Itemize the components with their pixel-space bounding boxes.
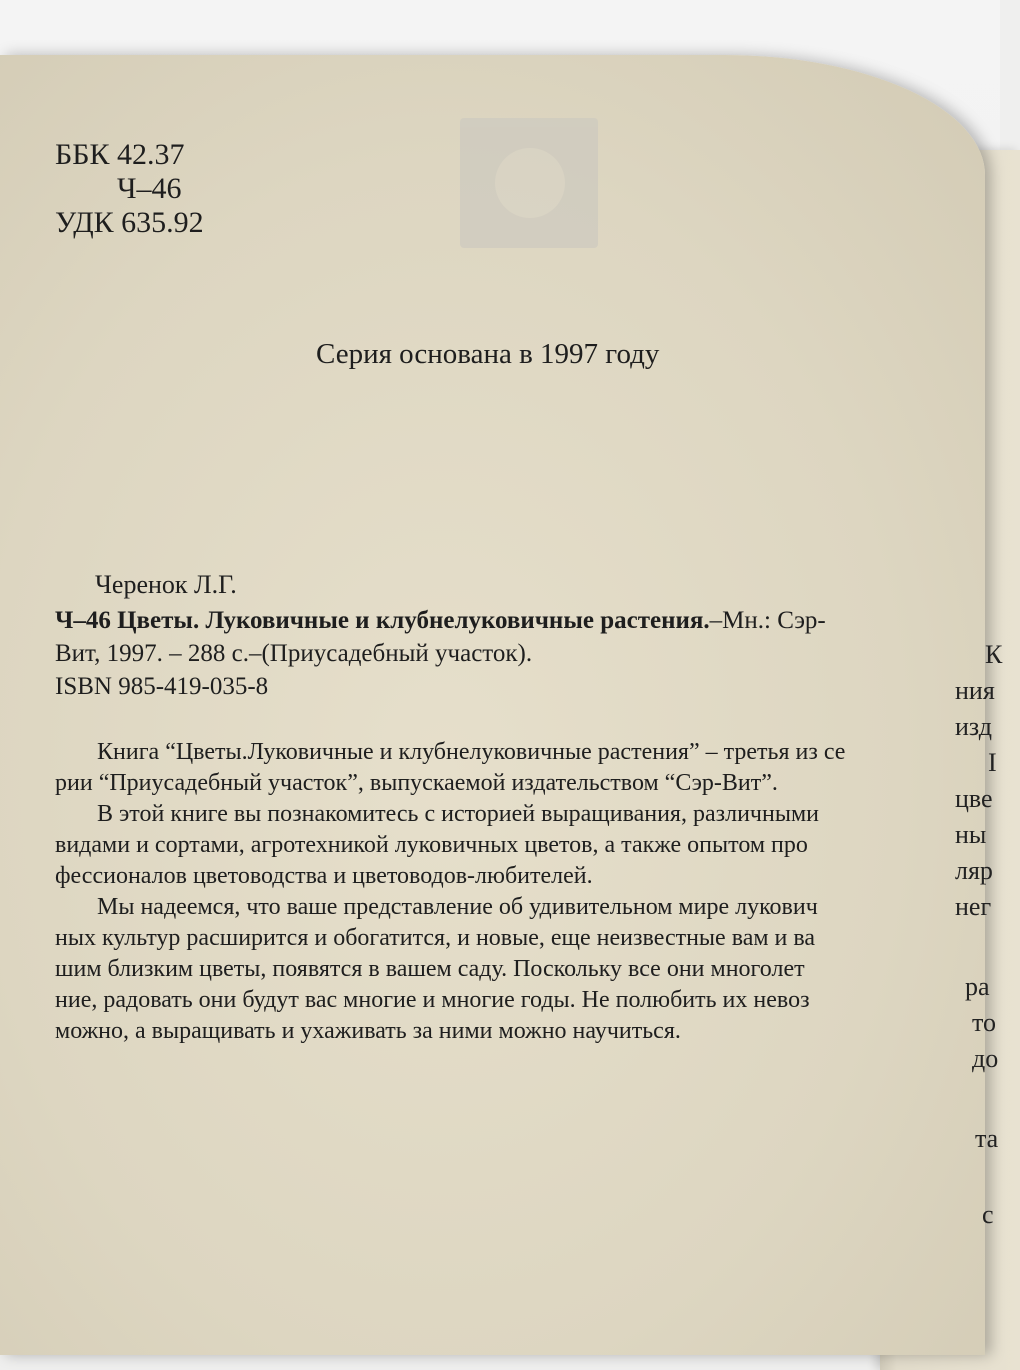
classification-codes xyxy=(55,138,204,240)
facing-fragment: I xyxy=(988,748,997,777)
facing-fragment: до xyxy=(972,1044,999,1073)
facing-fragment: ра xyxy=(965,972,990,1001)
biblio-mark: Ч–46 xyxy=(55,607,111,634)
author-name: Черенок Л.Г. xyxy=(95,570,237,599)
facing-fragment: ны xyxy=(955,820,987,849)
bbk-code: ББК 42.37 xyxy=(55,138,185,171)
series-note: Серия основана в 1997 году xyxy=(316,338,660,370)
abstract xyxy=(55,737,935,1047)
facing-fragment: с xyxy=(982,1200,994,1229)
facing-fragment: то xyxy=(972,1008,997,1037)
facing-fragment: цве xyxy=(955,784,993,813)
facing-fragment: изд xyxy=(955,712,992,741)
show-through-emblem xyxy=(460,118,598,248)
udk-code: УДК 635.92 xyxy=(55,206,204,239)
abstract-line: Мы надеемся, что ваше представление об удивительном мире лукович xyxy=(97,894,818,920)
abstract-line: ние, радовать они будут вас многие и многие годы. Не полюбить их невоз xyxy=(55,987,810,1013)
biblio-line-1 xyxy=(55,604,826,637)
facing-fragment: К xyxy=(985,640,1003,669)
book-title: Цветы. Луковичные и клубнелуковичные растения. xyxy=(117,607,710,634)
isbn: ISBN 985-419-035-8 xyxy=(55,673,269,700)
facing-fragment: ляр xyxy=(955,856,993,885)
abstract-line: ных культур расширится и обогатится, и новые, еще неизвестные вам и ва xyxy=(55,925,816,951)
author-mark: Ч–46 xyxy=(117,172,182,205)
facing-fragment: та xyxy=(975,1124,999,1153)
abstract-line: Книга “Цветы.Луковичные и клубнелуковичные растения” – третья из се xyxy=(97,739,846,765)
bibliographic-record xyxy=(55,604,826,703)
book-page xyxy=(0,55,985,1355)
abstract-line: В этой книге вы познакомитесь с историей выращивания, различными xyxy=(97,801,819,827)
abstract-line: можно, а выращивать и ухаживать за ними можно научиться. xyxy=(55,1018,681,1044)
biblio-line-2: Вит, 1997. – 288 с.–(Приусадебный участок). xyxy=(55,640,533,667)
facing-fragment: нег xyxy=(955,892,992,921)
publisher-start: –Мн.: Сэр- xyxy=(709,607,826,634)
abstract-line: шим близким цветы, появятся в вашем саду. Поскольку все они многолет xyxy=(55,956,805,982)
facing-fragment: ния xyxy=(955,676,995,705)
abstract-line: фессионалов цветоводства и цветоводов-любителей. xyxy=(55,863,593,889)
abstract-line: рии “Приусадебный участок”, выпускаемой издательством “Сэр-Вит”. xyxy=(55,770,778,796)
abstract-line: видами и сортами, агротехникой луковичных цветов, а также опытом про xyxy=(55,832,808,858)
